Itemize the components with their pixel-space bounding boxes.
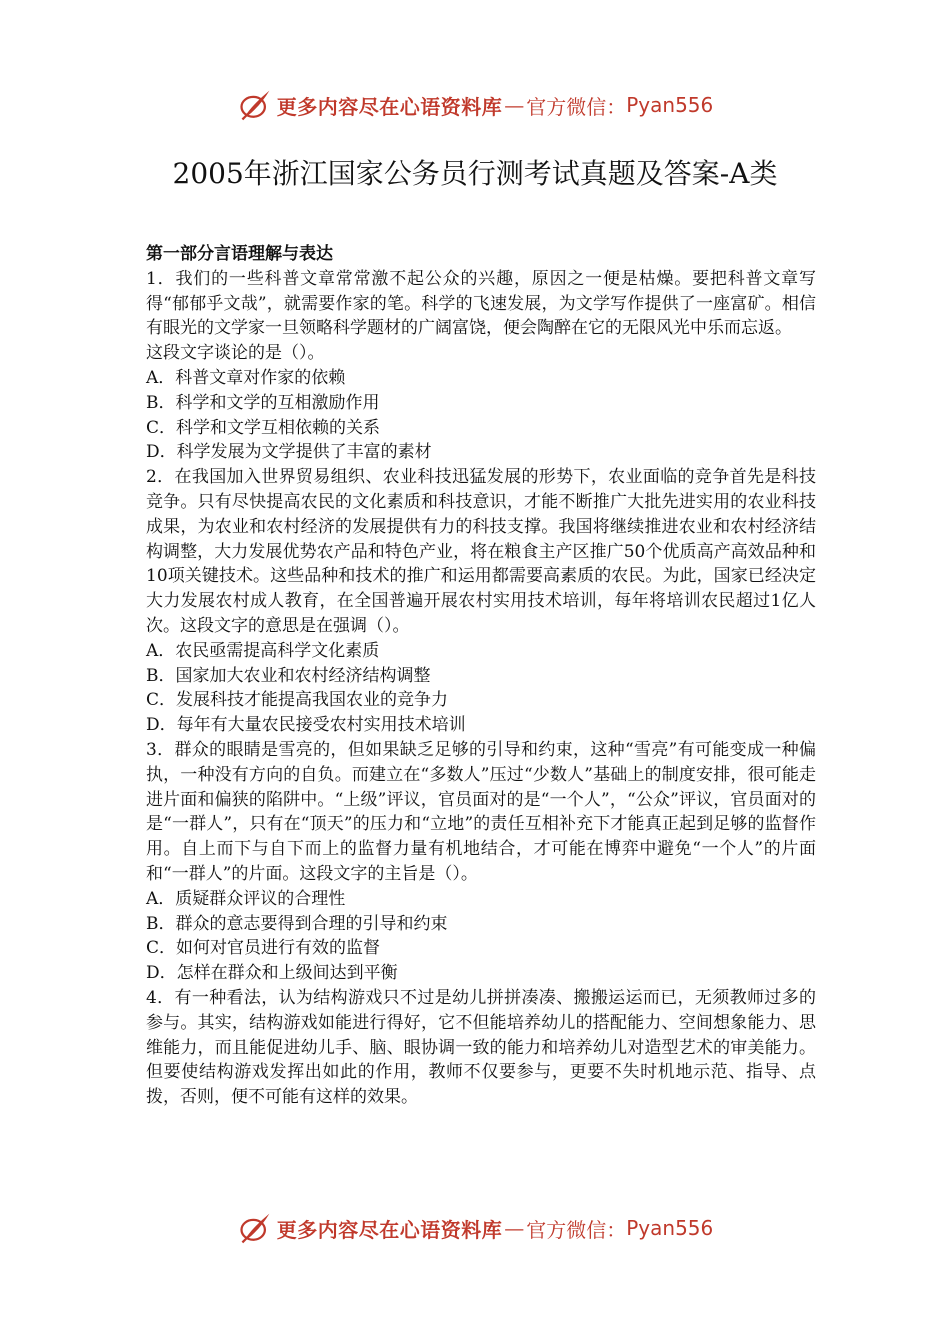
question-1 bbox=[146, 267, 816, 465]
question-stem: 4．有一种看法，认为结构游戏只不过是幼儿拼拼凑凑、搬搬运运而已，无须教师过多的参与。其实，结构游戏如能进行得好，它不但能培养幼儿的搭配能力、空间想象能力、思维能力，而且能促进幼儿手、脑、眼协调一致的能力和培养幼儿对造型艺术的审美能力。但要使结构游戏发挥出如此的作用，教师不仅要参与，更要不失时机地示范、指导、点拨，否则，便不可能有这样的效果。 bbox=[146, 987, 816, 1108]
banner-wechat-id: Pyan556 bbox=[626, 93, 714, 117]
banner-separator: — bbox=[504, 1216, 525, 1240]
question-3 bbox=[146, 738, 816, 986]
option-c: C．科学和文学互相依赖的关系 bbox=[146, 417, 381, 438]
option-c: C．发展科技才能提高我国农业的竞争力 bbox=[146, 690, 449, 711]
banner-wechat-label: 官方微信： bbox=[526, 94, 627, 119]
option-a: A．农民亟需提高科学文化素质 bbox=[146, 640, 380, 661]
document-title: 2005年浙江国家公务员行测考试真题及答案-A类 bbox=[172, 157, 778, 190]
footer-banner bbox=[0, 1203, 950, 1253]
option-a: A．科普文章对作家的依赖 bbox=[146, 367, 346, 388]
question-stem: 3．群众的眼睛是雪亮的，但如果缺乏足够的引导和约束，这种“雪亮”有可能变成一种偏执，一种没有方向的自负。而建立在“多数人”压过“少数人”基础上的制度安排，很可能走进片面和偏狭的陷阱中。“上级”评议，官员面对的是“一个人”，“公众”评议，官员面对的是“一群人”，只有在“顶天”的压力和“立地”的责任互相补充下才能真正起到足够的监督作用。自上而下与自下而上的监督力量有机地结合，才可能在博弈中避免“一个人”的片面和“一群人”的片面。这段文字的主旨是（）。 bbox=[146, 739, 816, 884]
question-4 bbox=[146, 986, 816, 1110]
quill-pen-logo-icon bbox=[237, 1210, 273, 1246]
banner-wechat-label: 官方微信： bbox=[526, 1217, 627, 1242]
question-prompt: 这段文字谈论的是（）。 bbox=[146, 343, 325, 364]
banner-text: 更多内容尽在心语资料库 bbox=[276, 1217, 503, 1242]
option-d: D．每年有大量农民接受农村实用技术培训 bbox=[146, 715, 466, 736]
question-2 bbox=[146, 465, 816, 738]
header-banner bbox=[0, 80, 950, 130]
option-d: D．怎样在群众和上级间达到平衡 bbox=[146, 963, 398, 984]
option-b: B．国家加大农业和农村经济结构调整 bbox=[146, 665, 431, 686]
option-b: B．科学和文学的互相激励作用 bbox=[146, 392, 380, 413]
banner-separator: — bbox=[504, 93, 525, 117]
banner-text: 更多内容尽在心语资料库 bbox=[276, 94, 503, 119]
option-d: D．科学发展为文学提供了丰富的素材 bbox=[146, 442, 432, 463]
option-c: C．如何对官员进行有效的监督 bbox=[146, 938, 381, 959]
banner-wechat-id: Pyan556 bbox=[626, 1216, 714, 1240]
question-stem: 1．我们的一些科普文章常常激不起公众的兴趣，原因之一便是枯燥。要把科普文章写得“郁郁乎文哉”，就需要作家的笔。科学的飞速发展，为文学写作提供了一座富矿。相信有眼光的文学家一旦领略科学题材的广阔富饶，便会陶醉在它的无限风光中乐而忘返。 bbox=[146, 268, 816, 339]
option-a: A．质疑群众评议的合理性 bbox=[146, 888, 346, 909]
option-b: B．群众的意志要得到合理的引导和约束 bbox=[146, 913, 448, 934]
question-stem: 2．在我国加入世界贸易组织、农业科技迅猛发展的形势下，农业面临的竞争首先是科技竞争。只有尽快提高农民的文化素质和科技意识，才能不断推广大批先进实用的农业科技成果，为农业和农村经济的发展提供有力的科技支撑。我国将继续推进农业和农村经济结构调整，大力发展优势农产品和特色产业，将在粮食主产区推广50个优质高产高效品种和10项关键技术。这些品种和技术的推广和运用都需要高素质的农民。为此，国家已经决定大力发展农村成人教育，在全国普遍开展农村实用技术培训，每年将培训农民超过1亿人次。这段文字的意思是在强调（）。 bbox=[146, 467, 816, 636]
quill-pen-logo-icon bbox=[237, 87, 273, 123]
section-heading: 第一部分言语理解与表达 bbox=[146, 244, 333, 264]
document-body bbox=[146, 242, 816, 1110]
